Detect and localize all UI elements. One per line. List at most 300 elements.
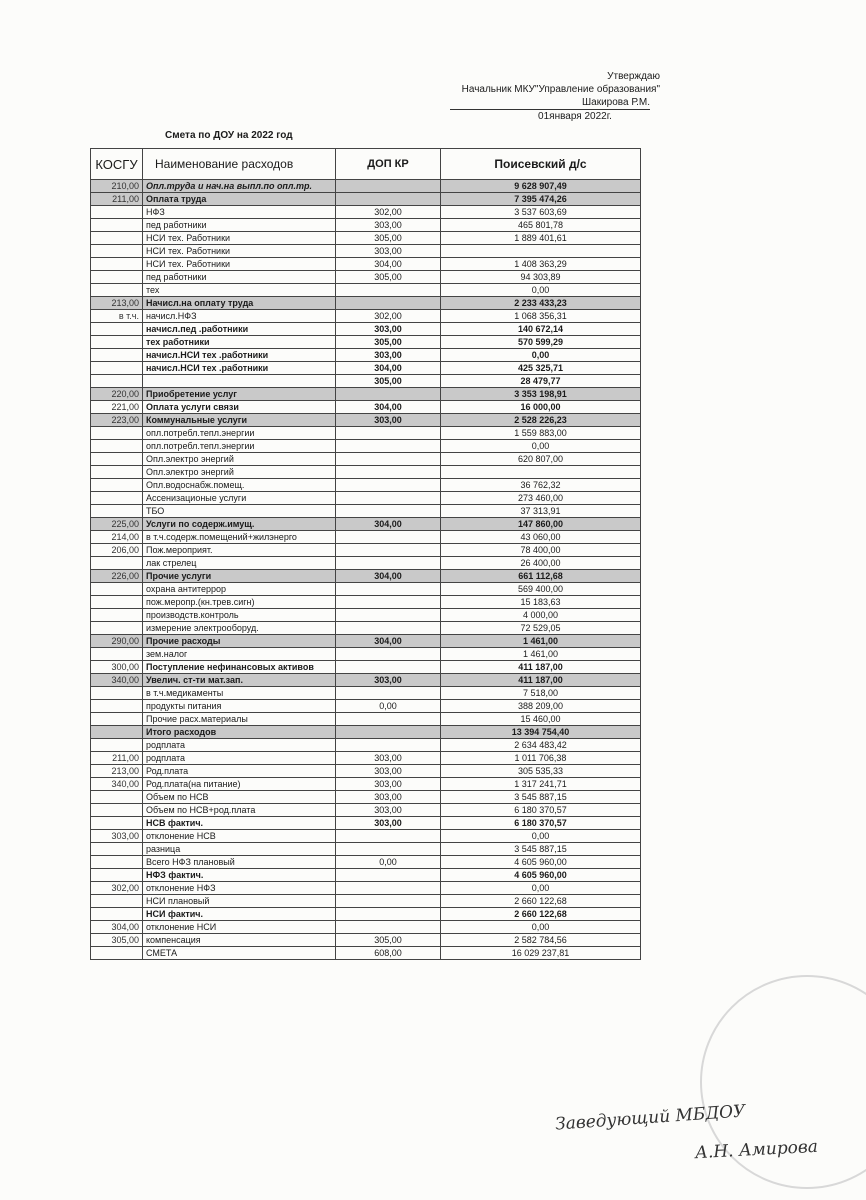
cell-amount: 2 634 483,42 (441, 739, 641, 752)
cell-amount: 4 605 960,00 (441, 856, 641, 869)
cell-amount: 1 461,00 (441, 635, 641, 648)
cell-expense-name: Пож.мероприят. (143, 544, 336, 557)
cell-expense-name: Ассенизационые услуги (143, 492, 336, 505)
cell-amount: 3 545 887,15 (441, 791, 641, 804)
cell-expense-name: Коммунальные услуги (143, 414, 336, 427)
approval-word: Утверждаю (607, 71, 660, 82)
cell-kosgu (91, 492, 143, 505)
table-row (91, 856, 641, 869)
cell-dop-kr (336, 466, 441, 479)
cell-kosgu: 290,00 (91, 635, 143, 648)
cell-amount: 1 461,00 (441, 648, 641, 661)
cell-amount: 273 460,00 (441, 492, 641, 505)
table-row (91, 193, 641, 206)
table-row (91, 947, 641, 960)
cell-expense-name: лак стрелец (143, 557, 336, 570)
cell-amount: 0,00 (441, 882, 641, 895)
cell-amount: 3 537 603,69 (441, 206, 641, 219)
cell-kosgu: 340,00 (91, 674, 143, 687)
cell-amount: 411 187,00 (441, 661, 641, 674)
table-row (91, 440, 641, 453)
cell-kosgu (91, 479, 143, 492)
cell-amount: 4 000,00 (441, 609, 641, 622)
cell-expense-name: Итого расходов (143, 726, 336, 739)
cell-amount: 6 180 370,57 (441, 804, 641, 817)
cell-expense-name: разница (143, 843, 336, 856)
cell-expense-name: компенсация (143, 934, 336, 947)
table-row (91, 557, 641, 570)
cell-dop-kr (336, 505, 441, 518)
cell-kosgu (91, 622, 143, 635)
signature-position: Заведующий МБДОУ (554, 1101, 747, 1135)
cell-expense-name: охрана антитеррор (143, 583, 336, 596)
cell-amount: 0,00 (441, 830, 641, 843)
cell-amount: 1 317 241,71 (441, 778, 641, 791)
cell-kosgu (91, 284, 143, 297)
cell-kosgu (91, 427, 143, 440)
cell-dop-kr (336, 583, 441, 596)
cell-dop-kr: 0,00 (336, 700, 441, 713)
cell-kosgu: 211,00 (91, 193, 143, 206)
budget-table (90, 148, 641, 960)
cell-dop-kr: 305,00 (336, 375, 441, 388)
cell-amount: 305 535,33 (441, 765, 641, 778)
cell-kosgu: 304,00 (91, 921, 143, 934)
cell-amount: 147 860,00 (441, 518, 641, 531)
table-row (91, 544, 641, 557)
cell-amount: 43 060,00 (441, 531, 641, 544)
cell-dop-kr (336, 661, 441, 674)
cell-kosgu (91, 947, 143, 960)
cell-dop-kr (336, 427, 441, 440)
cell-expense-name: измерение электрооборуд. (143, 622, 336, 635)
cell-dop-kr (336, 492, 441, 505)
table-body (91, 180, 641, 960)
cell-dop-kr: 304,00 (336, 635, 441, 648)
table-row (91, 622, 641, 635)
cell-expense-name: в т.ч.медикаменты (143, 687, 336, 700)
cell-kosgu (91, 245, 143, 258)
cell-kosgu (91, 700, 143, 713)
cell-expense-name: родплата (143, 752, 336, 765)
cell-dop-kr (336, 869, 441, 882)
cell-kosgu (91, 726, 143, 739)
cell-dop-kr (336, 453, 441, 466)
cell-expense-name: отклонение НСВ (143, 830, 336, 843)
cell-expense-name: Род.плата(на питание) (143, 778, 336, 791)
cell-expense-name: опл.потребл.тепл.энергии (143, 427, 336, 440)
cell-dop-kr: 305,00 (336, 934, 441, 947)
cell-amount: 140 672,14 (441, 323, 641, 336)
cell-expense-name: начисл.НФЗ (143, 310, 336, 323)
cell-kosgu (91, 791, 143, 804)
header-expense-name: Наименование расходов (143, 149, 336, 180)
cell-expense-name: опл.потребл.тепл.энергии (143, 440, 336, 453)
cell-kosgu (91, 466, 143, 479)
cell-amount: 9 628 907,49 (441, 180, 641, 193)
table-row (91, 180, 641, 193)
table-row (91, 661, 641, 674)
table-row (91, 284, 641, 297)
cell-dop-kr (336, 609, 441, 622)
approval-date: 01января 2022г. (538, 111, 612, 122)
table-row (91, 882, 641, 895)
cell-kosgu: 211,00 (91, 752, 143, 765)
table-row (91, 505, 641, 518)
table-row (91, 479, 641, 492)
cell-amount (441, 245, 641, 258)
cell-amount: 3 545 887,15 (441, 843, 641, 856)
table-row (91, 297, 641, 310)
cell-kosgu: 305,00 (91, 934, 143, 947)
cell-dop-kr: 305,00 (336, 232, 441, 245)
cell-dop-kr: 303,00 (336, 349, 441, 362)
cell-expense-name: тех (143, 284, 336, 297)
approval-block (430, 70, 660, 123)
cell-amount: 570 599,29 (441, 336, 641, 349)
document-title: Смета по ДОУ на 2022 год (165, 130, 293, 141)
cell-amount: 28 479,77 (441, 375, 641, 388)
cell-dop-kr: 303,00 (336, 245, 441, 258)
table-row (91, 362, 641, 375)
cell-expense-name: СМЕТА (143, 947, 336, 960)
cell-dop-kr: 305,00 (336, 336, 441, 349)
table-row (91, 609, 641, 622)
cell-kosgu (91, 557, 143, 570)
cell-expense-name: начисл.НСИ тех .работники (143, 362, 336, 375)
cell-expense-name: продукты питания (143, 700, 336, 713)
cell-dop-kr (336, 479, 441, 492)
cell-expense-name: Опл.труда и нач.на выпл.по опл.тр. (143, 180, 336, 193)
cell-dop-kr (336, 908, 441, 921)
cell-dop-kr: 302,00 (336, 206, 441, 219)
cell-dop-kr: 304,00 (336, 258, 441, 271)
table-row (91, 921, 641, 934)
approval-signature-line (450, 96, 650, 110)
table-row (91, 401, 641, 414)
cell-amount: 2 660 122,68 (441, 908, 641, 921)
table-row (91, 687, 641, 700)
cell-expense-name: отклонение НФЗ (143, 882, 336, 895)
cell-expense-name: Род.плата (143, 765, 336, 778)
cell-dop-kr (336, 284, 441, 297)
cell-expense-name: в т.ч.содерж.помещений+жилэнерго (143, 531, 336, 544)
cell-amount: 1 408 363,29 (441, 258, 641, 271)
table-row (91, 726, 641, 739)
approval-approver-name: Шакирова Р.М. (581, 97, 650, 108)
cell-kosgu (91, 895, 143, 908)
cell-dop-kr (336, 622, 441, 635)
handwritten-signature (555, 1100, 855, 1175)
table-row (91, 739, 641, 752)
cell-kosgu: 214,00 (91, 531, 143, 544)
table-row (91, 414, 641, 427)
cell-dop-kr: 305,00 (336, 271, 441, 284)
cell-expense-name: Оплата труда (143, 193, 336, 206)
cell-expense-name: НФЗ фактич. (143, 869, 336, 882)
table-row (91, 206, 641, 219)
cell-dop-kr: 302,00 (336, 310, 441, 323)
cell-kosgu (91, 596, 143, 609)
cell-dop-kr (336, 557, 441, 570)
cell-amount: 94 303,89 (441, 271, 641, 284)
table-row (91, 934, 641, 947)
cell-dop-kr: 0,00 (336, 856, 441, 869)
cell-expense-name: ТБО (143, 505, 336, 518)
cell-kosgu: 340,00 (91, 778, 143, 791)
signature-name: А.Н. Амирова (694, 1136, 819, 1164)
table-row (91, 869, 641, 882)
cell-dop-kr (336, 895, 441, 908)
cell-kosgu (91, 817, 143, 830)
cell-kosgu (91, 258, 143, 271)
cell-amount: 78 400,00 (441, 544, 641, 557)
cell-dop-kr: 304,00 (336, 518, 441, 531)
cell-expense-name (143, 375, 336, 388)
cell-amount: 0,00 (441, 349, 641, 362)
cell-kosgu: 213,00 (91, 765, 143, 778)
cell-amount: 2 233 433,23 (441, 297, 641, 310)
table-row (91, 752, 641, 765)
cell-amount (441, 466, 641, 479)
table-row (91, 830, 641, 843)
header-poisevsky-ds: Поисевский д/с (441, 149, 641, 180)
cell-amount: 411 187,00 (441, 674, 641, 687)
cell-kosgu (91, 843, 143, 856)
cell-dop-kr (336, 193, 441, 206)
cell-kosgu: 223,00 (91, 414, 143, 427)
cell-amount: 1 559 883,00 (441, 427, 641, 440)
table-row (91, 258, 641, 271)
table-row (91, 518, 641, 531)
cell-amount: 13 394 754,40 (441, 726, 641, 739)
table-row (91, 700, 641, 713)
cell-amount: 36 762,32 (441, 479, 641, 492)
cell-amount: 388 209,00 (441, 700, 641, 713)
cell-expense-name: НСВ фактич. (143, 817, 336, 830)
cell-kosgu: 225,00 (91, 518, 143, 531)
approval-position: Начальник МКУ"Управление образования" (461, 84, 660, 95)
cell-expense-name: Начисл.на оплату труда (143, 297, 336, 310)
cell-amount: 1 068 356,31 (441, 310, 641, 323)
cell-dop-kr (336, 713, 441, 726)
table-row (91, 323, 641, 336)
cell-expense-name: тех работники (143, 336, 336, 349)
cell-expense-name: Оплата услуги связи (143, 401, 336, 414)
table-row (91, 492, 641, 505)
cell-amount: 465 801,78 (441, 219, 641, 232)
cell-kosgu (91, 323, 143, 336)
cell-dop-kr: 304,00 (336, 362, 441, 375)
table-row (91, 427, 641, 440)
cell-amount: 0,00 (441, 440, 641, 453)
cell-kosgu (91, 440, 143, 453)
table-row (91, 271, 641, 284)
table-row (91, 635, 641, 648)
cell-kosgu (91, 648, 143, 661)
cell-expense-name: родплата (143, 739, 336, 752)
cell-dop-kr: 303,00 (336, 323, 441, 336)
cell-expense-name: НСИ тех. Работники (143, 245, 336, 258)
cell-expense-name: пед работники (143, 219, 336, 232)
cell-kosgu (91, 362, 143, 375)
table-header-row (91, 149, 641, 180)
cell-kosgu: 300,00 (91, 661, 143, 674)
table-row (91, 713, 641, 726)
table-row (91, 570, 641, 583)
cell-dop-kr: 608,00 (336, 947, 441, 960)
cell-amount: 7 395 474,26 (441, 193, 641, 206)
table-row (91, 336, 641, 349)
cell-dop-kr: 304,00 (336, 401, 441, 414)
cell-kosgu (91, 232, 143, 245)
cell-dop-kr (336, 297, 441, 310)
cell-expense-name: начисл.НСИ тех .работники (143, 349, 336, 362)
table-row (91, 531, 641, 544)
cell-dop-kr (336, 544, 441, 557)
table-row (91, 817, 641, 830)
cell-amount: 2 582 784,56 (441, 934, 641, 947)
table-row (91, 674, 641, 687)
table-row (91, 232, 641, 245)
cell-expense-name: НСИ тех. Работники (143, 258, 336, 271)
cell-amount: 2 660 122,68 (441, 895, 641, 908)
table-row (91, 219, 641, 232)
cell-dop-kr: 303,00 (336, 414, 441, 427)
table-row (91, 375, 641, 388)
table-row (91, 648, 641, 661)
cell-kosgu (91, 206, 143, 219)
cell-kosgu (91, 609, 143, 622)
table-row (91, 804, 641, 817)
cell-dop-kr: 303,00 (336, 765, 441, 778)
cell-amount: 16 029 237,81 (441, 947, 641, 960)
cell-kosgu (91, 505, 143, 518)
cell-expense-name: отклонение НСИ (143, 921, 336, 934)
cell-dop-kr (336, 882, 441, 895)
header-kosgu: КОСГУ (91, 149, 143, 180)
table-row (91, 583, 641, 596)
cell-dop-kr: 303,00 (336, 791, 441, 804)
cell-amount: 0,00 (441, 284, 641, 297)
cell-dop-kr (336, 440, 441, 453)
cell-dop-kr: 303,00 (336, 778, 441, 791)
cell-kosgu: в т.ч. (91, 310, 143, 323)
cell-kosgu (91, 583, 143, 596)
cell-kosgu: 226,00 (91, 570, 143, 583)
cell-expense-name: производств.контроль (143, 609, 336, 622)
cell-amount: 1 889 401,61 (441, 232, 641, 245)
cell-dop-kr (336, 843, 441, 856)
table-row (91, 791, 641, 804)
cell-kosgu (91, 349, 143, 362)
cell-dop-kr (336, 180, 441, 193)
cell-kosgu (91, 739, 143, 752)
cell-amount: 661 112,68 (441, 570, 641, 583)
cell-expense-name: Опл.водоснабж.помещ. (143, 479, 336, 492)
cell-expense-name: НСИ плановый (143, 895, 336, 908)
cell-amount: 3 353 198,91 (441, 388, 641, 401)
cell-amount: 4 605 960,00 (441, 869, 641, 882)
cell-expense-name: зем.налог (143, 648, 336, 661)
cell-amount: 37 313,91 (441, 505, 641, 518)
cell-expense-name: НСИ фактич. (143, 908, 336, 921)
cell-expense-name: Опл.электро энергий (143, 466, 336, 479)
cell-expense-name: Приобретение услуг (143, 388, 336, 401)
cell-kosgu (91, 908, 143, 921)
cell-amount: 6 180 370,57 (441, 817, 641, 830)
table-row (91, 466, 641, 479)
table-row (91, 908, 641, 921)
cell-expense-name: Прочие расх.материалы (143, 713, 336, 726)
cell-amount: 1 011 706,38 (441, 752, 641, 765)
cell-amount: 620 807,00 (441, 453, 641, 466)
cell-dop-kr (336, 531, 441, 544)
cell-dop-kr: 303,00 (336, 817, 441, 830)
cell-amount: 16 000,00 (441, 401, 641, 414)
cell-kosgu (91, 271, 143, 284)
cell-amount: 15 183,63 (441, 596, 641, 609)
cell-expense-name: Прочие расходы (143, 635, 336, 648)
table-row (91, 453, 641, 466)
cell-kosgu (91, 336, 143, 349)
table-row (91, 310, 641, 323)
cell-kosgu (91, 713, 143, 726)
cell-dop-kr (336, 687, 441, 700)
cell-kosgu (91, 219, 143, 232)
cell-expense-name: НФЗ (143, 206, 336, 219)
cell-expense-name: Услуги по содерж.имущ. (143, 518, 336, 531)
cell-amount: 72 529,05 (441, 622, 641, 635)
cell-expense-name: Опл.электро энергий (143, 453, 336, 466)
cell-kosgu (91, 804, 143, 817)
cell-expense-name: Увелич. ст-ти мат.зап. (143, 674, 336, 687)
cell-expense-name: Прочие услуги (143, 570, 336, 583)
cell-expense-name: пед работники (143, 271, 336, 284)
cell-kosgu: 220,00 (91, 388, 143, 401)
cell-kosgu (91, 687, 143, 700)
cell-dop-kr: 303,00 (336, 804, 441, 817)
table-row (91, 245, 641, 258)
cell-expense-name: Объем по НСВ (143, 791, 336, 804)
cell-expense-name: пож.меропр.(кн.трев.сигн) (143, 596, 336, 609)
cell-dop-kr (336, 739, 441, 752)
cell-dop-kr: 304,00 (336, 570, 441, 583)
cell-dop-kr (336, 726, 441, 739)
cell-amount: 7 518,00 (441, 687, 641, 700)
cell-dop-kr (336, 830, 441, 843)
cell-amount: 425 325,71 (441, 362, 641, 375)
cell-kosgu: 213,00 (91, 297, 143, 310)
cell-kosgu: 302,00 (91, 882, 143, 895)
cell-expense-name: Поступление нефинансовых активов (143, 661, 336, 674)
cell-dop-kr: 303,00 (336, 752, 441, 765)
cell-dop-kr: 303,00 (336, 219, 441, 232)
cell-dop-kr: 303,00 (336, 674, 441, 687)
cell-expense-name: Объем по НСВ+род.плата (143, 804, 336, 817)
cell-expense-name: Всего НФЗ плановый (143, 856, 336, 869)
cell-expense-name: НСИ тех. Работники (143, 232, 336, 245)
table-row (91, 895, 641, 908)
cell-kosgu: 206,00 (91, 544, 143, 557)
cell-dop-kr (336, 648, 441, 661)
table-row (91, 778, 641, 791)
cell-amount: 15 460,00 (441, 713, 641, 726)
table-row (91, 349, 641, 362)
table-row (91, 596, 641, 609)
cell-dop-kr (336, 921, 441, 934)
cell-kosgu (91, 453, 143, 466)
